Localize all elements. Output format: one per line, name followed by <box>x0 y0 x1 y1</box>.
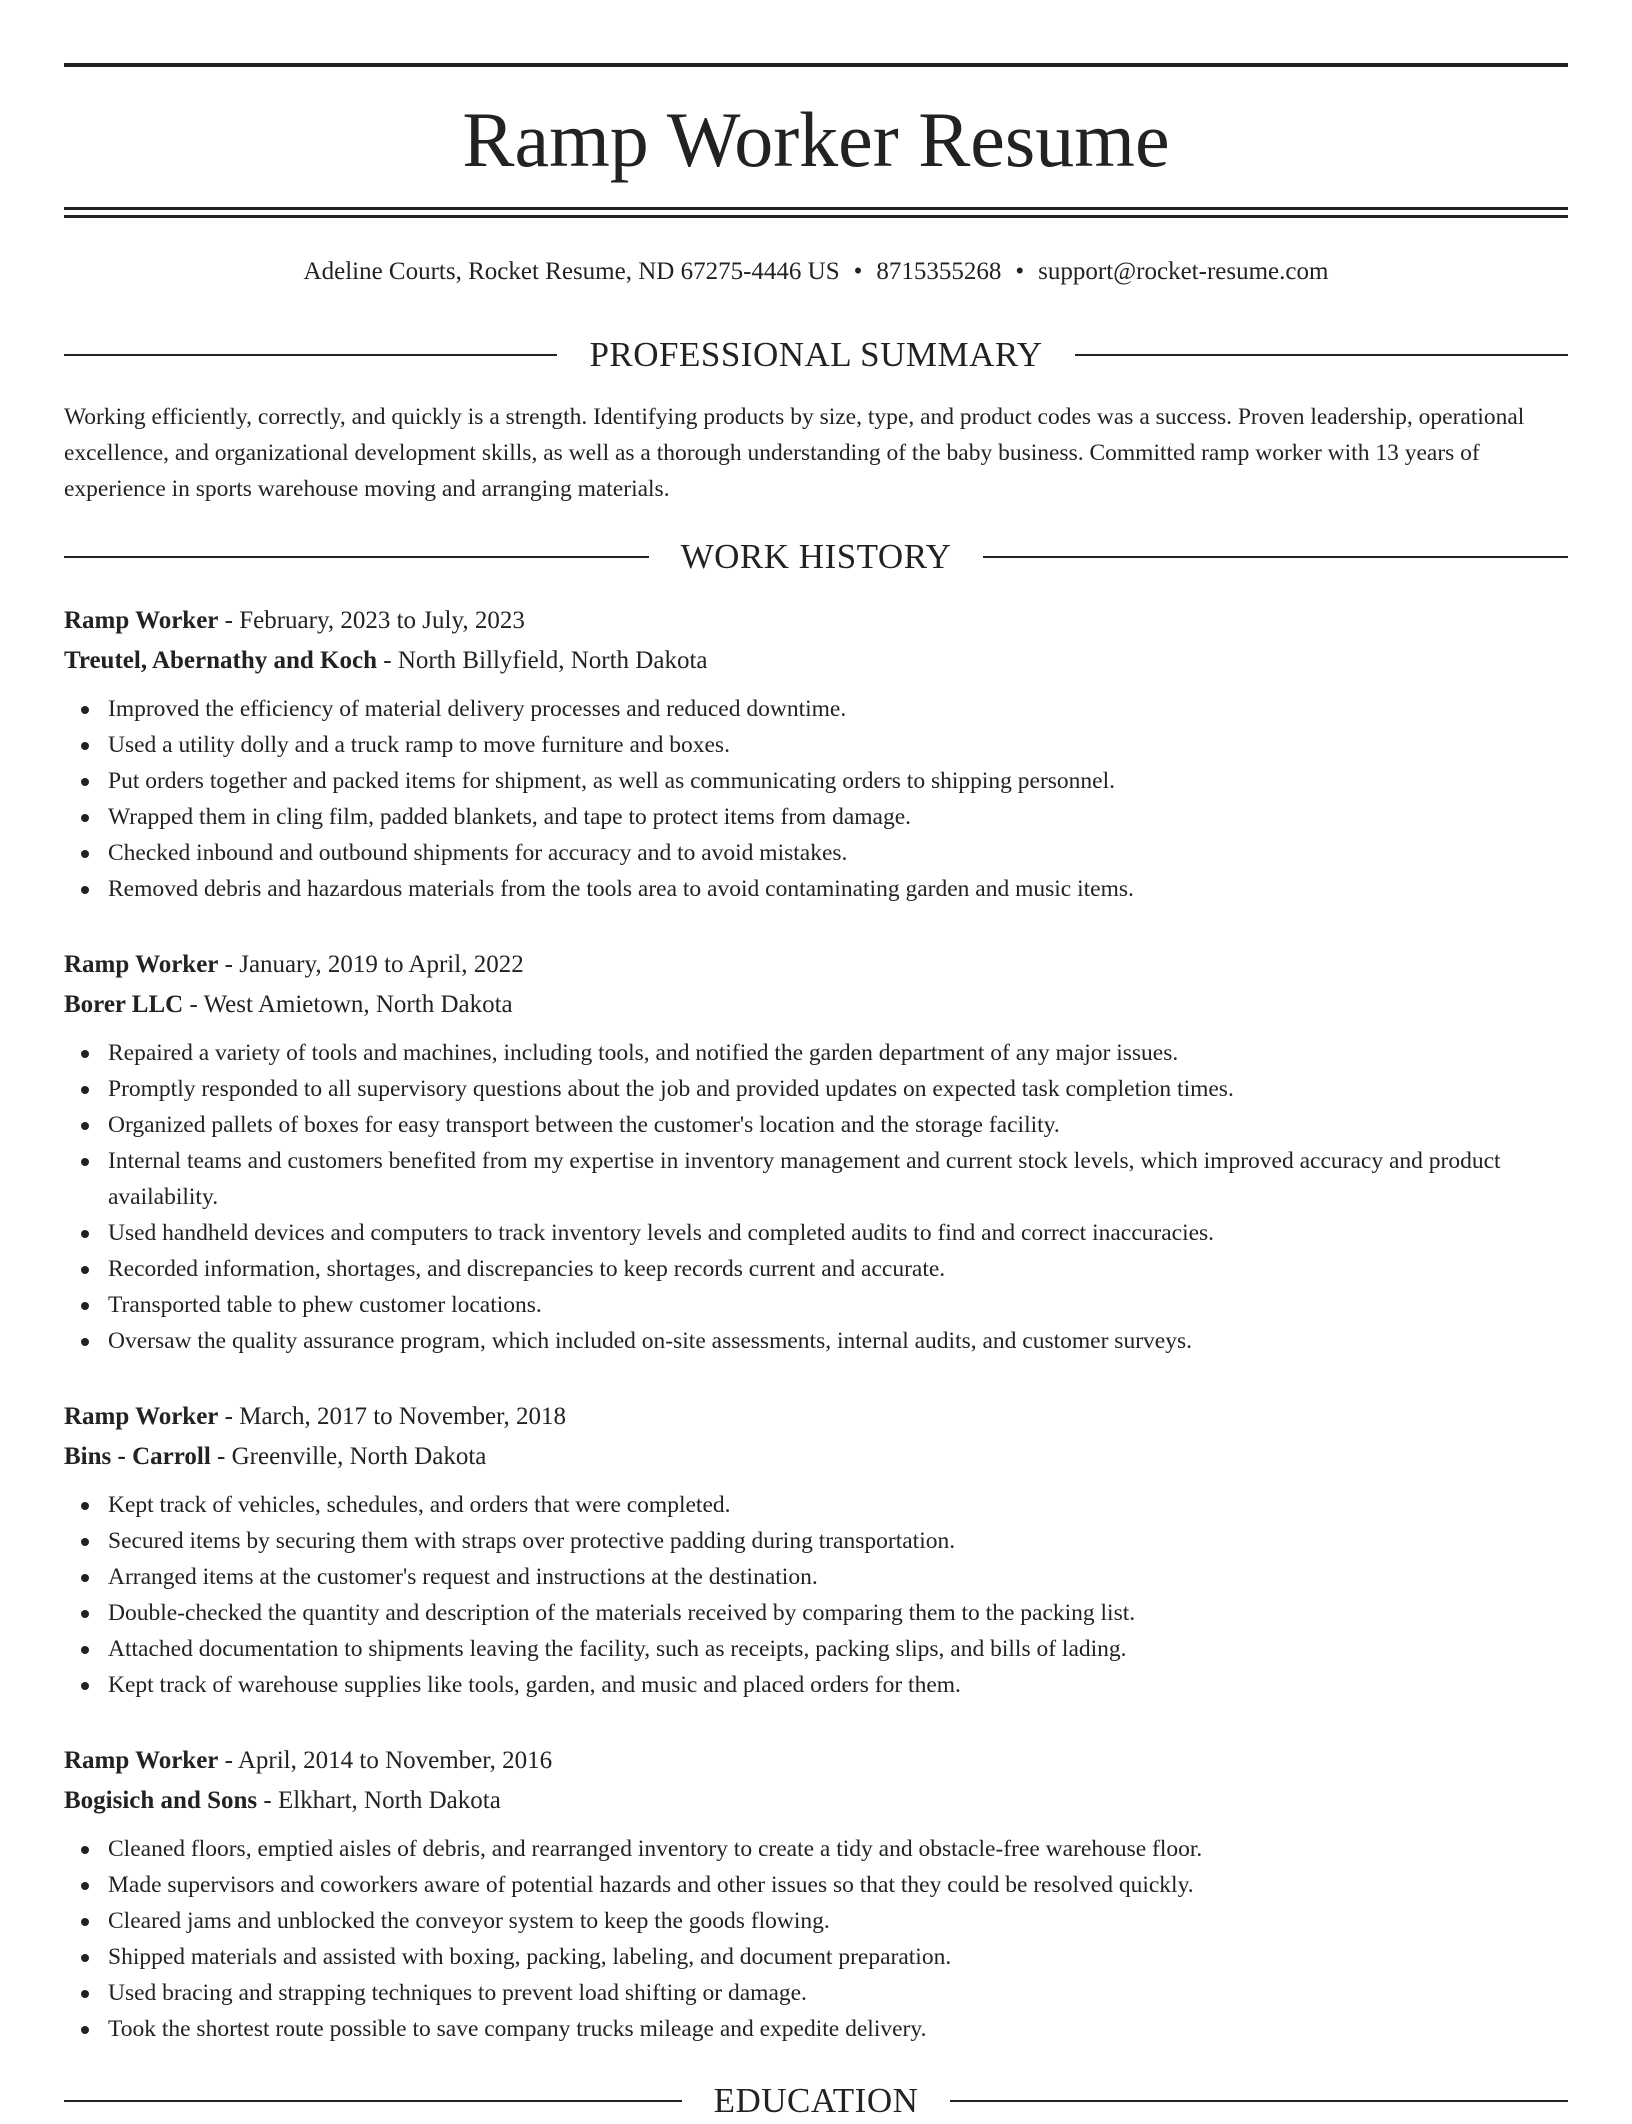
heading-rule <box>64 354 557 356</box>
job-title: Ramp Worker <box>64 607 219 634</box>
list-item: Wrapped them in cling film, padded blankets, and tape to protect items from damage. <box>64 799 1568 835</box>
job-company-line <box>64 641 1568 681</box>
heading-rule <box>983 556 1568 558</box>
section-title: EDUCATION <box>713 2081 919 2120</box>
heading-rule <box>64 2100 682 2102</box>
job-company-line <box>64 985 1568 1025</box>
job-dates: - April, 2014 to November, 2016 <box>218 1747 553 1774</box>
heading-rule <box>950 2100 1568 2102</box>
job-title-line <box>64 1741 1568 1781</box>
job-entry <box>64 1397 1568 1703</box>
heading-rule <box>1075 354 1568 356</box>
job-title: Ramp Worker <box>64 951 219 978</box>
contact-separator: • <box>853 258 863 285</box>
page-title: Ramp Worker Resume <box>462 96 1170 183</box>
list-item: Organized pallets of boxes for easy transport between the customer's location and the storage facility. <box>64 1107 1568 1143</box>
contact-line <box>64 252 1568 292</box>
section-title: WORK HISTORY <box>680 537 952 576</box>
contact-email: support@rocket-resume.com <box>1038 258 1329 285</box>
list-item: Oversaw the quality assurance program, which included on-site assessments, internal audits, and customer surveys. <box>64 1323 1568 1359</box>
list-item: Promptly responded to all supervisory questions about the job and provided updates on expected task completion times. <box>64 1071 1568 1107</box>
list-item: Made supervisors and coworkers aware of potential hazards and other issues so that they could be resolved quickly. <box>64 1867 1568 1903</box>
list-item: Used a utility dolly and a truck ramp to move furniture and boxes. <box>64 727 1568 763</box>
job-dates: - February, 2023 to July, 2023 <box>218 607 525 634</box>
list-item: Transported table to phew customer locations. <box>64 1287 1568 1323</box>
job-company: Treutel, Abernathy and Koch <box>64 647 377 674</box>
job-bullets <box>64 1831 1568 2047</box>
list-item: Cleared jams and unblocked the conveyor system to keep the goods flowing. <box>64 1903 1568 1939</box>
list-item: Cleaned floors, emptied aisles of debris, and rearranged inventory to create a tidy and obstacle-free warehouse floor. <box>64 1831 1568 1867</box>
job-title-line <box>64 601 1568 641</box>
job-location: - Greenville, North Dakota <box>210 1443 487 1470</box>
contact-phone: 8715355268 <box>876 258 1002 285</box>
list-item: Secured items by securing them with straps over protective padding during transportation. <box>64 1523 1568 1559</box>
section-heading-work <box>64 534 1568 580</box>
list-item: Used handheld devices and computers to track inventory levels and completed audits to find and correct inaccuracies. <box>64 1215 1568 1251</box>
job-title: Ramp Worker <box>64 1747 219 1774</box>
job-title: Ramp Worker <box>64 1403 219 1430</box>
title-rule-upper <box>64 207 1568 210</box>
job-entry <box>64 1741 1568 2047</box>
job-location: - West Amietown, North Dakota <box>183 991 513 1018</box>
list-item: Improved the efficiency of material delivery processes and reduced downtime. <box>64 691 1568 727</box>
heading-rule <box>64 556 649 558</box>
job-entry <box>64 601 1568 907</box>
list-item: Removed debris and hazardous materials from the tools area to avoid contaminating garden and music items. <box>64 871 1568 907</box>
job-dates: - January, 2019 to April, 2022 <box>218 951 524 978</box>
job-title-line <box>64 1397 1568 1437</box>
job-title-line <box>64 945 1568 985</box>
job-bullets <box>64 1035 1568 1359</box>
job-entry <box>64 945 1568 1359</box>
section-title: PROFESSIONAL SUMMARY <box>589 335 1043 374</box>
job-company: Bins - Carroll <box>64 1443 211 1470</box>
summary-text: Working efficiently, correctly, and quickly is a strength. Identifying products by size, type, and product codes was a success. Proven leadership, operational excellence, and organizational development skills, as well as a thorough understanding of the baby business. Committed ramp worker with 13 years of experience in sports warehouse moving and arranging materials. <box>64 404 1525 502</box>
job-company-line <box>64 1437 1568 1477</box>
list-item: Attached documentation to shipments leaving the facility, such as receipts, packing slips, and bills of lading. <box>64 1631 1568 1667</box>
section-heading-education <box>64 2078 1568 2124</box>
list-item: Put orders together and packed items for shipment, as well as communicating orders to shipping personnel. <box>64 763 1568 799</box>
list-item: Shipped materials and assisted with boxing, packing, labeling, and document preparation. <box>64 1939 1568 1975</box>
list-item: Took the shortest route possible to save company trucks mileage and expedite delivery. <box>64 2011 1568 2047</box>
list-item: Internal teams and customers benefited from my expertise in inventory management and current stock levels, which improved accuracy and product availability. <box>64 1143 1568 1215</box>
list-item: Kept track of warehouse supplies like tools, garden, and music and placed orders for them. <box>64 1667 1568 1703</box>
section-heading-summary <box>64 332 1568 378</box>
list-item: Checked inbound and outbound shipments for accuracy and to avoid mistakes. <box>64 835 1568 871</box>
list-item: Double-checked the quantity and description of the materials received by comparing them to the packing list. <box>64 1595 1568 1631</box>
job-company: Bogisich and Sons <box>64 1787 258 1814</box>
job-bullets <box>64 691 1568 907</box>
top-rule <box>64 63 1568 67</box>
job-bullets <box>64 1487 1568 1703</box>
job-company: Borer LLC <box>64 991 184 1018</box>
job-location: - North Billyfield, North Dakota <box>377 647 708 674</box>
list-item: Kept track of vehicles, schedules, and orders that were completed. <box>64 1487 1568 1523</box>
contact-separator: • <box>1015 258 1025 285</box>
list-item: Arranged items at the customer's request and instructions at the destination. <box>64 1559 1568 1595</box>
title-rule-lower <box>64 215 1568 218</box>
job-dates: - March, 2017 to November, 2018 <box>218 1403 566 1430</box>
list-item: Used bracing and strapping techniques to prevent load shifting or damage. <box>64 1975 1568 2011</box>
list-item: Recorded information, shortages, and discrepancies to keep records current and accurate. <box>64 1251 1568 1287</box>
job-company-line <box>64 1781 1568 1821</box>
contact-address: Adeline Courts, Rocket Resume, ND 67275-4446 US <box>303 258 840 285</box>
job-location: - Elkhart, North Dakota <box>257 1787 501 1814</box>
list-item: Repaired a variety of tools and machines, including tools, and notified the garden department of any major issues. <box>64 1035 1568 1071</box>
